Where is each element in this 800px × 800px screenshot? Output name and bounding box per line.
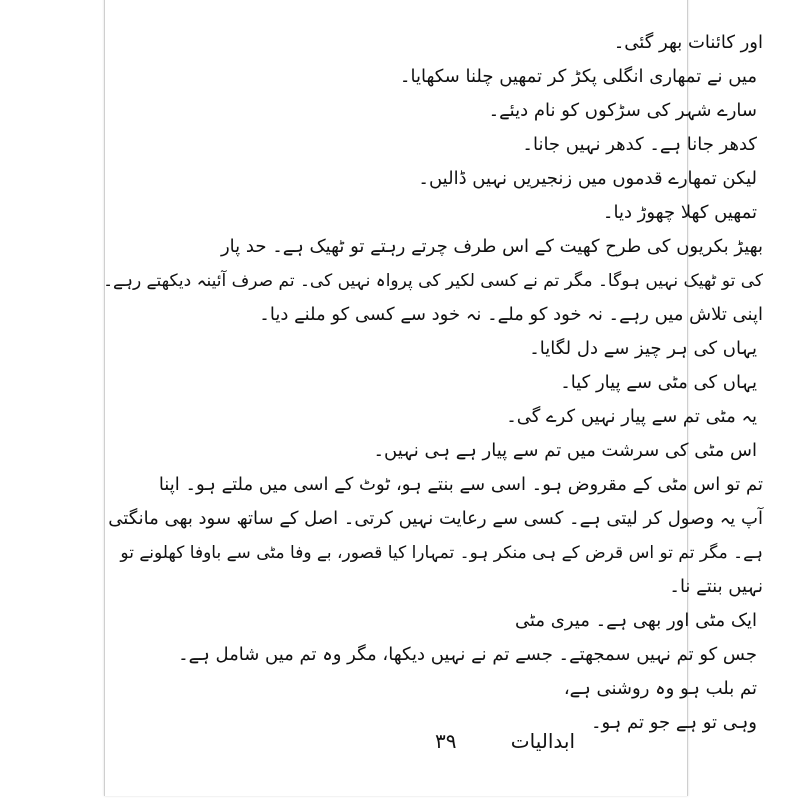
text-line: تم بلب ہو وہ روشنی ہے، [563, 678, 757, 699]
book-page [103, 0, 763, 796]
text-line: نہیں بنتے نا۔ [669, 576, 763, 597]
page-text [103, 26, 763, 740]
text-line: اس مٹی کی سرشت میں تم سے پیار ہے ہی نہیں۔ [373, 440, 757, 461]
text-line: ایک مٹی اور بھی ہے۔ میری مٹی [514, 610, 757, 631]
page-footer [435, 729, 575, 753]
text-line: تم تو اس مٹی کے مقروض ہو۔ اسی سے بنتے ہو، ٹوٹ کے اسی میں ملتے ہو۔ اپنا [158, 474, 763, 495]
text-line: تمھیں کھلا چھوڑ دیا۔ [602, 202, 757, 223]
text-line: اور کائنات بھر گئی۔ [613, 32, 763, 53]
text-line: میں نے تمھاری انگلی پکڑ کر تمھیں چلنا سکھایا۔ [399, 66, 757, 87]
text-line: آپ یہ وصول کر لیتی ہے۔ کسی سے رعایت نہیں کرتی۔ اصل کے ساتھ سود بھی مانگتی [108, 508, 763, 529]
book-title: ابدالیات [510, 729, 575, 753]
text-line: یہاں کی مٹی سے پیار کیا۔ [560, 372, 757, 393]
text-line: بھیڑ بکریوں کی طرح کھیت کے اس طرف چرتے رہتے تو ٹھیک ہے۔ حد پار [220, 236, 763, 257]
text-line: یہاں کی ہر چیز سے دل لگایا۔ [529, 338, 757, 359]
text-line: سارے شہر کی سڑکوں کو نام دیئے۔ [488, 100, 757, 121]
text-line: اپنی تلاش میں رہے۔ نہ خود کو ملے۔ نہ خود سے کسی کو ملنے دیا۔ [259, 304, 763, 325]
text-line: ہے۔ مگر تم تو اس قرض کے ہی منکر ہو۔ تمہارا کیا قصور، بے وفا مٹی سے باوفا کھلونے تو [120, 543, 763, 563]
paragraph [103, 230, 763, 298]
text-line: جس کو تم نہیں سمجھتے۔ جسے تم نے نہیں دیکھا، مگر وہ تم میں شامل ہے۔ [178, 644, 757, 665]
paragraph [108, 468, 763, 604]
text-line: کی تو ٹھیک نہیں ہوگا۔ مگر تم نے کسی لکیر کی پرواہ نہیں کی۔ تم صرف آئینہ دیکھتے رہے۔ [103, 271, 763, 291]
text-line: کدھر جانا ہے۔ کدھر نہیں جانا۔ [522, 134, 757, 155]
text-line: لیکن تمھارے قدموں میں زنجیریں نہیں ڈالیں۔ [418, 168, 757, 189]
text-line: یہ مٹی تم سے پیار نہیں کرے گی۔ [506, 406, 757, 427]
text-line: وہی تو ہے جو تم ہو۔ [590, 712, 757, 733]
page-number: ۳۹ [435, 729, 457, 753]
